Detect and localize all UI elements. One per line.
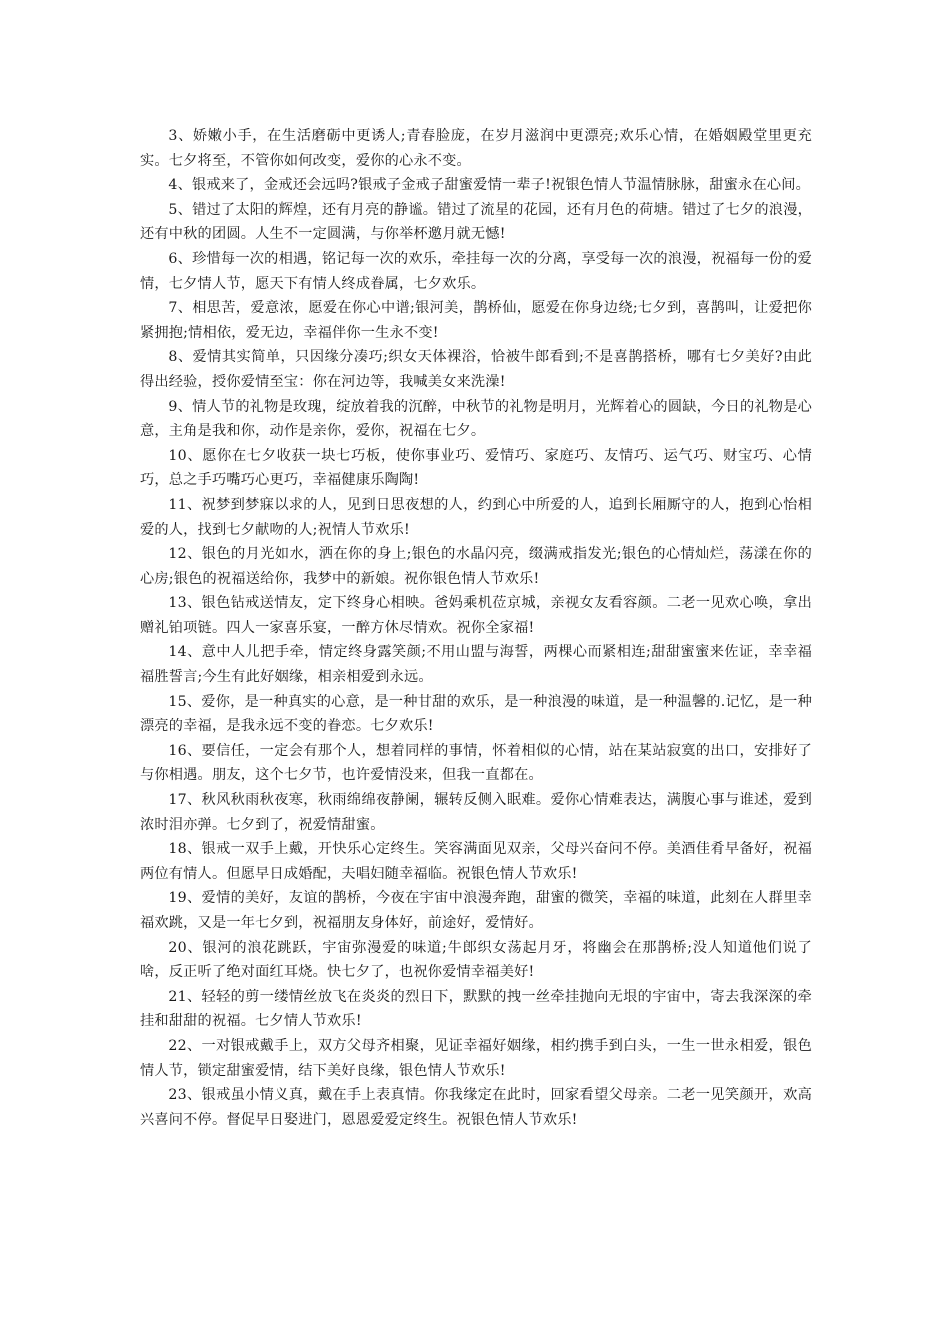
paragraph-15: 15、爱你，是一种真实的心意，是一种甘甜的欢乐，是一种浪漫的味道，是一种温馨的.记忆，是一种漂亮的幸福，是我永远不变的眷恋。七夕欢乐!: [140, 693, 812, 735]
paragraph-11: 11、祝梦到梦寐以求的人，见到日思夜想的人，约到心中所爱的人，追到长厢厮守的人，抱到心怡相爱的人，找到七夕献吻的人;祝情人节欢乐!: [140, 496, 812, 538]
paragraph-22: 22、一对银戒戴手上，双方父母齐相聚，见证幸福好姻缘，相约携手到白头，一生一世永相爱，银色情人节，锁定甜蜜爱情，结下美好良缘，银色情人节欢乐!: [140, 1037, 812, 1079]
paragraph-17: 17、秋风秋雨秋夜寒，秋雨绵绵夜静阑，辗转反侧入眠难。爱你心情难表达，满腹心事与谁述，爱到浓时泪亦弹。七夕到了，祝爱情甜蜜。: [140, 792, 812, 833]
paragraph-16: 16、要信任，一定会有那个人，想着同样的事情，怀着相似的心情，站在某站寂寞的出口，安排好了与你相遇。朋友，这个七夕节，也许爱情没来，但我一直都在。: [140, 742, 812, 784]
paragraph-9: 9、情人节的礼物是玫瑰，绽放着我的沉醉，中秋节的礼物是明月，光辉着心的圆缺，今日的礼物是心意，主角是我和你，动作是亲你，爱你，祝福在七夕。: [140, 398, 812, 440]
paragraph-10: 10、愿你在七夕收获一块七巧板，使你事业巧、爱情巧、家庭巧、友情巧、运气巧、财宝巧、心情巧，总之手巧嘴巧心更巧，幸福健康乐陶陶!: [140, 447, 812, 489]
paragraph-7: 7、相思苦，爱意浓，愿爱在你心中谱;银河美，鹊桥仙，愿爱在你身边绕;七夕到，喜鹊叫，让爱把你紧拥抱;情相依，爱无边，幸福伴你一生永不变!: [140, 300, 812, 341]
paragraph-18: 18、银戒一双手上戴，开快乐心定终生。笑容满面见双亲，父母兴奋问不停。美酒佳肴早备好，祝福两位有情人。但愿早日成婚配，夫唱妇随幸福临。祝银色情人节欢乐!: [140, 841, 812, 882]
document-body: [140, 124, 812, 1132]
paragraph-12: 12、银色的月光如水，洒在你的身上;银色的水晶闪亮，缀满戒指发光;银色的心情灿烂，荡漾在你的心房;银色的祝福送给你，我梦中的新娘。祝你银色情人节欢乐!: [140, 546, 812, 587]
paragraph-20: 20、银河的浪花跳跃，宇宙弥漫爱的味道;牛郎织女荡起月牙，将幽会在那鹊桥;没人知道他们说了啥，反正听了绝对面红耳烧。快七夕了，也祝你爱情幸福美好!: [140, 939, 812, 981]
paragraph-3: 3、娇嫩小手，在生活磨砺中更诱人;青春脸庞，在岁月滋润中更漂亮;欢乐心情，在婚姻殿堂里更充实。七夕将至，不管你如何改变，爱你的心永不变。: [140, 128, 812, 169]
paragraph-8: 8、爱情其实简单，只因缘分凑巧;织女天体裸浴，恰被牛郎看到;不是喜鹊搭桥，哪有七夕美好?由此得出经验，授你爱情至宝：你在河边等，我喊美女来洗澡!: [140, 349, 812, 390]
paragraph-6: 6、珍惜每一次的相遇，铭记每一次的欢乐，牵挂每一次的分离，享受每一次的浪漫，祝福每一份的爱情，七夕情人节，愿天下有情人终成眷属，七夕欢乐。: [140, 250, 812, 292]
paragraph-14: 14、意中人儿把手牵，情定终身露笑颜;不用山盟与海誓，两棵心而紧相连;甜甜蜜蜜来佐证，幸幸福福胜誓言;今生有此好姻缘，相亲相爱到永远。: [140, 644, 812, 686]
paragraph-19: 19、爱情的美好，友谊的鹊桥，今夜在宇宙中浪漫奔跑，甜蜜的微笑，幸福的味道，此刻在人群里幸福欢跳，又是一年七夕到，祝福朋友身体好，前途好，爱情好。: [140, 890, 812, 931]
paragraph-13: 13、银色钻戒送情友，定下终身心相映。爸妈乘机莅京城，亲视女友看容颜。二老一见欢心唤，拿出赠礼铂项链。四人一家喜乐宴，一醉方休尽情欢。祝你全家福!: [140, 595, 812, 636]
paragraph-5: 5、错过了太阳的辉煌，还有月亮的静谧。错过了流星的花园，还有月色的荷塘。错过了七夕的浪漫，还有中秋的团圆。人生不一定圆满，与你举杯邀月就无憾!: [140, 201, 812, 243]
paragraph-21: 21、轻轻的剪一缕情丝放飞在炎炎的烈日下，默默的拽一丝牵挂抛向无垠的宇宙中，寄去我深深的牵挂和甜甜的祝福。七夕情人节欢乐!: [140, 988, 812, 1030]
paragraph-4: 4、银戒来了，金戒还会远吗?银戒子金戒子甜蜜爱情一辈子!祝银色情人节温情脉脉，甜蜜永在心间。: [168, 177, 810, 194]
paragraph-23: 23、银戒虽小情义真，戴在手上表真情。你我缘定在此时，回家看望父母亲。二老一见笑颜开，欢高兴喜问不停。督促早日娶进门，恩恩爱爱定终生。祝银色情人节欢乐!: [140, 1087, 812, 1128]
